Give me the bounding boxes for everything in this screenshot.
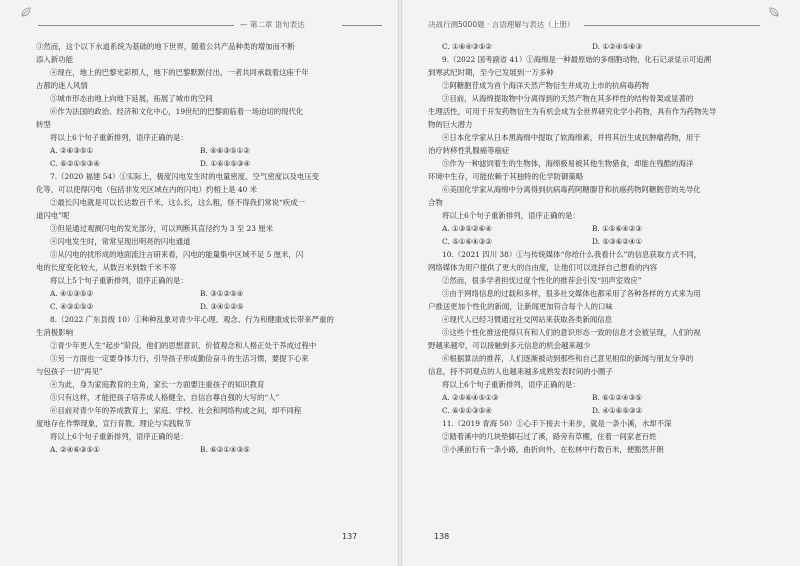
- book-spine: [398, 0, 402, 566]
- answer-options: [428, 235, 772, 248]
- answer-option: B. ①⑤⑥④②③: [592, 224, 642, 233]
- text-line: 野越来越窄，可以接触到多元信息的机会越来越少: [428, 341, 591, 350]
- text-line: 户推送更加个性化的新闻，让新闻更加符合每个人的口味: [428, 302, 613, 311]
- answer-option: A. ②④⑥③⑤①: [50, 445, 100, 454]
- text-line: 化等，可以使得闪电（包括非发光区域在内的闪电）约相上是 40 米: [36, 185, 258, 194]
- text-line: 电的长度变化较大，从数百米到数千米不等: [36, 263, 177, 272]
- answer-options: [36, 157, 380, 170]
- text-line: 将以上6个句子重新排列，语序正确的是：: [50, 133, 188, 142]
- answer-options: [36, 287, 380, 300]
- text-line: ⑥根据算法的推荐，人们逐渐被动到那些和自己意见相似的新闻与朋友分享的: [442, 354, 694, 363]
- answer-option: B. ④⑥③⑤①②: [200, 146, 250, 155]
- text-line: ②青少年更人生“起步”阶段，他们的思想意识、价值观念和人格正处于养成过程中: [50, 341, 317, 350]
- text-line: 添入新功能: [36, 55, 73, 64]
- answer-option: C. ④③①⑤②: [50, 302, 94, 311]
- text-line: 古都的迷人风情: [36, 81, 88, 90]
- text-line: 将以上6个句子重新排列，语序正确的是：: [442, 211, 580, 220]
- answer-option: D. ③④①②⑤: [200, 302, 244, 311]
- text-line: ⑤城市形态由地上向地下延展，拓展了城市的空间: [50, 94, 213, 103]
- left-page: [12, 0, 398, 566]
- text-line: ③小溪前行有一条小路，曲折向外，在松林中行数百米，便豁然开朗: [442, 445, 664, 454]
- answer-options: [36, 144, 380, 157]
- text-line: 道闪电”呢: [36, 211, 70, 220]
- text-line: ③另一方面也一定要身体力行，引导孩子形成勤俭奋斗的生活习惯，要提下心来: [50, 354, 309, 363]
- text-line: 将以上5个句子重新排列，语序正确的是：: [50, 276, 188, 285]
- text-line: ②最长闪电就是可以长达数百千米，这么长，这么粗，怪不得我们常说“疾成一: [50, 198, 306, 207]
- answer-option: D. ⑤③⑥②④①: [592, 237, 643, 246]
- right-page: [404, 0, 790, 566]
- text-line: 治疗转移性乳腺癌等癌症: [428, 146, 510, 155]
- text-line: ③但是通过观测闪电的发光部分，可以判断其直径约为 3 至 23 厘米: [50, 224, 274, 233]
- answer-option: C. ⑤①⑥④③②: [442, 237, 492, 246]
- text-line: 9.（2022 国考副省 41）①海绵是一种最原始的多细胞动物，化石记录显示可追溯: [442, 55, 712, 64]
- left-page-body: [36, 40, 380, 456]
- page-number: 137: [342, 532, 358, 541]
- text-line: 生消极影响: [36, 328, 73, 337]
- left-page-header: [12, 18, 398, 32]
- text-line: 环境中生存，可能依赖于其独特的化学防御策略: [428, 172, 584, 181]
- answer-options: [428, 391, 772, 404]
- text-line: ⑤从闪电的扰形成的地面流注言研来看，闪电的能量集中区域不足 5 厘米，闪: [50, 250, 304, 259]
- text-line: ④现代人已经习惯通过社交网站来获取各类新闻信息: [442, 315, 612, 324]
- text-line: 7.（2020 福建 54）①实际上，极度闪电发生时的电量密度、空气密度以及电压变: [50, 172, 320, 181]
- text-line: ④现在，地上的巴黎光彩照人，地下的巴黎默默付出，一者共同承载着这座千年: [50, 68, 309, 77]
- answer-option: C. ①⑥④③⑤②: [442, 42, 492, 51]
- text-line: ⑥作为法国的政治、经济和文化中心，19世纪的巴黎面临着一场迫切的现代化: [50, 107, 304, 116]
- text-line: ④日本化学家从日本黑海绵中提取了软海绵素，并将其衍生成抗肿瘤药物，用于: [442, 133, 701, 142]
- text-line: 将以上6个句子重新排列，语序正确的是：: [442, 380, 580, 389]
- answer-options: [428, 404, 772, 417]
- text-line: ⑤这些个性化推送使得只有和人们的意识形态一致的信息才会被呈现，人们的视: [442, 328, 701, 337]
- answer-option: D. ①②④⑤⑥③: [592, 42, 643, 51]
- answer-option: C. ⑥②①⑤③④: [50, 159, 100, 168]
- text-line: 网络媒体为用户提供了更大的自由度，让他们可以选择自己想看的内容: [428, 263, 658, 272]
- answer-option: D. ①⑥⑤⑤③④: [200, 159, 251, 168]
- text-line: ②然而，很多学者担忧过度个性化的推荐会引发“回声室效应”: [442, 276, 642, 285]
- text-line: ⑥目前对青少年的养成教育上，家庭、学校、社会和网络构成之间，却不同程: [50, 406, 302, 415]
- text-line: 到寒武纪时期，至今已发展到一万多种: [428, 68, 554, 77]
- page-number: 138: [434, 532, 450, 541]
- text-line: 与包孩子一切“再见”: [36, 367, 103, 376]
- chapter-title: — 第二章 语句表达: [240, 20, 305, 29]
- right-page-header: [404, 18, 790, 32]
- answer-options: [428, 222, 772, 235]
- right-page-body: [428, 40, 772, 456]
- leaf-ornament-icon: [768, 6, 780, 18]
- text-line: ③然而，这个以下水道系统为基础的地下世界，随着公共产品种类的增加而不断: [36, 42, 295, 51]
- answer-option: C. ⑥⑤①③⑤④: [442, 406, 492, 415]
- answer-option: A. ①③⑤②⑥④: [442, 224, 492, 233]
- answer-option: B. ⑥①②④③⑤: [592, 393, 642, 402]
- text-line: ②踏着溪中的几块垫脚石过了溪，路旁有草棚，住着一间家老百姓: [442, 432, 657, 441]
- text-line: ③由于网络信息的过载和多样，很多社交媒体也都采用了各种各样的方式来为用: [442, 289, 701, 298]
- answer-options: [36, 443, 380, 456]
- text-line: 11.（2019 青海 50）①心手下接去十来步，就是一条小溪，水却不深: [442, 419, 672, 428]
- text-line: 8.（2022 广东县级 10）①种种乱象对青少年心理、观念、行为和健康成长带来严重的: [50, 315, 334, 324]
- text-line: ④闪电发生时，常常呈现出明亮的闪电通道: [50, 237, 191, 246]
- text-line: 10.（2021 四川 38）①与传统媒体“你给什么我看什么”的信息获取方式不同，: [442, 250, 702, 259]
- answer-option: A. ②⑥③⑤①: [50, 146, 94, 155]
- book-title: 决战行测5000题 · 言语理解与表达（上册）: [428, 20, 575, 29]
- text-line: 信息，持不同观点的人也越来越多成熟发表时间的小圈子: [428, 367, 613, 376]
- text-line: 生理活性，可用于开发药物衍生为有机会成为全世界研究化学小药物，具有作为药物先导: [428, 107, 717, 116]
- answer-option: B. ③①②⑤④: [200, 289, 244, 298]
- text-line: ②阿糖胞苷成为首个海洋天然产物衍生并成功上市的抗病毒药物: [442, 81, 649, 90]
- text-line: ⑥美国化学家从海绵中分离得到抗病毒药阿糖腺苷和抗癌药物阿糖胞苷的先导化: [442, 185, 701, 194]
- answer-options: [428, 40, 772, 53]
- answer-option: A. ②⑤⑥④⑤①③: [442, 393, 499, 402]
- text-line: 将以上6个句子重新排列，语序正确的是：: [50, 432, 188, 441]
- text-line: ④为此，身为家庭教育的主角，家长一方面要注重孩子的知识教育: [50, 380, 265, 389]
- answer-option: D. ④①⑥⑤③②: [592, 406, 643, 415]
- text-line: 度地存在作弊现象，宣行育教、理论与实践脱节: [36, 419, 192, 428]
- text-line: 物的巨大潜力: [428, 120, 473, 129]
- text-line: ③目前，从海绵提取物中分离得到的天然产物在其多样性的结构骨架或显著的: [442, 94, 694, 103]
- answer-option: B. ⑥②①④③⑤: [200, 445, 250, 454]
- text-line: ⑤作为一种滤饲着生的生物体，海绵极易被其他生物猎食，却能在残酷的海洋: [442, 159, 694, 168]
- answer-options: [36, 300, 380, 313]
- text-line: 转型: [36, 120, 51, 129]
- text-line: 合物: [428, 198, 443, 207]
- text-line: ⑤只有这样，才能把孩子培养成人格健全、自信自尊自强的大写的“人”: [50, 393, 280, 402]
- leaf-ornament-icon: [20, 6, 32, 18]
- answer-option: A. ④①③⑤②: [50, 289, 94, 298]
